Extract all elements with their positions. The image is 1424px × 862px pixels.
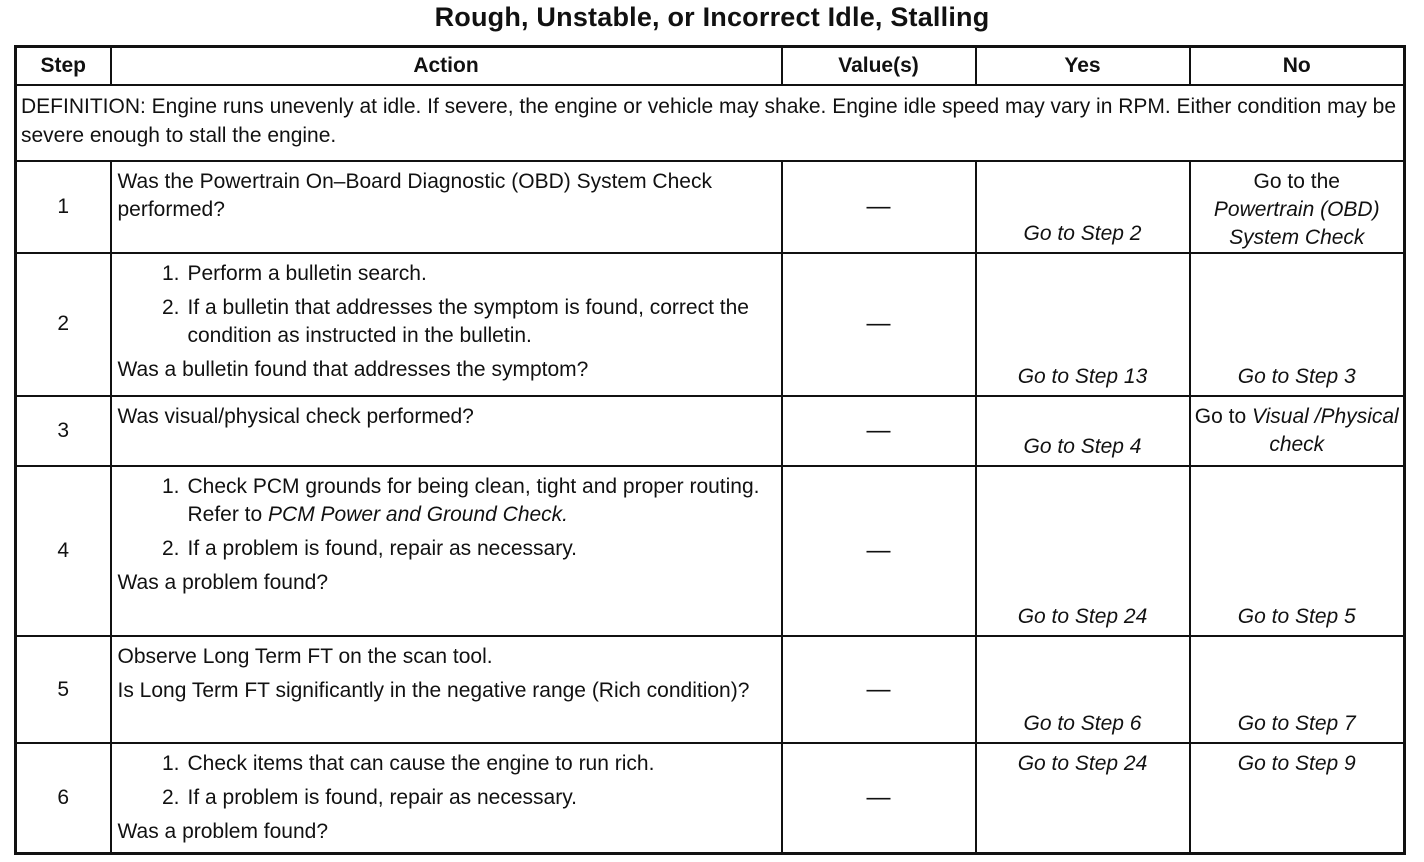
no-prefix: Go to the bbox=[1253, 170, 1340, 194]
list-item-plain-text: Check PCM grounds for being clean, tight and proper routing. Refer to bbox=[187, 474, 760, 526]
list-item-reference: PCM Power and Ground Check. bbox=[268, 502, 569, 526]
value-cell: — bbox=[782, 466, 976, 636]
list-item bbox=[118, 535, 775, 563]
header-values: Value(s) bbox=[782, 47, 976, 86]
header-yes: Yes bbox=[976, 47, 1190, 86]
header-no: No bbox=[1190, 47, 1405, 86]
list-item-text: If a problem is found, repair as necessary. bbox=[187, 786, 577, 810]
definition-row bbox=[16, 85, 1405, 161]
table-row bbox=[16, 253, 1405, 395]
action-cell bbox=[111, 161, 782, 253]
step-number: 1 bbox=[16, 161, 111, 253]
list-item bbox=[118, 784, 775, 812]
list-item-number: 1. bbox=[161, 262, 180, 286]
action-cell bbox=[111, 466, 782, 636]
action-cell bbox=[111, 636, 782, 743]
value-cell: — bbox=[782, 396, 976, 466]
list-item-number: 1. bbox=[161, 752, 180, 776]
value-cell: — bbox=[782, 253, 976, 395]
action-question: Was the Powertrain On–Board Diagnostic (OBD) System Check performed? bbox=[117, 170, 712, 222]
step-number: 3 bbox=[16, 396, 111, 466]
table-row bbox=[16, 396, 1405, 466]
no-reference: Visual /Physical check bbox=[1252, 404, 1399, 456]
action-question: Was visual/physical check performed? bbox=[117, 404, 474, 428]
table-row bbox=[16, 636, 1405, 743]
step-number: 4 bbox=[16, 466, 111, 636]
list-item-number: 1. bbox=[161, 474, 180, 498]
value-cell: — bbox=[782, 636, 976, 743]
list-item bbox=[118, 260, 775, 288]
list-item-text bbox=[188, 473, 775, 529]
no-reference: Powertrain (OBD) System Check bbox=[1213, 198, 1380, 250]
action-question: Is Long Term FT significantly in the negative range (Rich condition)? bbox=[117, 679, 750, 703]
list-item-text: If a problem is found, repair as necessary. bbox=[187, 536, 577, 560]
no-cell bbox=[1190, 396, 1405, 466]
list-item bbox=[118, 294, 775, 350]
list-item-text: Check items that can cause the engine to run rich. bbox=[187, 752, 655, 776]
action-cell bbox=[111, 396, 782, 466]
list-item-number: 2. bbox=[161, 296, 180, 320]
action-cell bbox=[111, 253, 782, 395]
step-number: 6 bbox=[16, 743, 111, 853]
value-cell: — bbox=[782, 161, 976, 253]
definition-text: DEFINITION: Engine runs unevenly at idle. If severe, the engine or vehicle may shake. Engine idle speed may vary in RPM. Either condition may be severe enough to stall the engine. bbox=[16, 85, 1405, 161]
action-question: Was a bulletin found that addresses the symptom? bbox=[117, 358, 589, 382]
yes-cell: Go to Step 4 bbox=[976, 396, 1190, 466]
action-question: Was a problem found? bbox=[117, 820, 329, 844]
list-item bbox=[118, 750, 775, 778]
action-question: Was a problem found? bbox=[117, 570, 329, 594]
header-row bbox=[16, 47, 1405, 86]
list-item-number: 2. bbox=[161, 786, 180, 810]
yes-cell: Go to Step 24 bbox=[976, 466, 1190, 636]
header-step: Step bbox=[16, 47, 111, 86]
yes-cell: Go to Step 24 bbox=[976, 743, 1190, 853]
table-row bbox=[16, 743, 1405, 853]
header-action: Action bbox=[111, 47, 782, 86]
list-item-number: 2. bbox=[161, 536, 180, 560]
no-cell: Go to Step 3 bbox=[1190, 253, 1405, 395]
step-number: 5 bbox=[16, 636, 111, 743]
list-item bbox=[118, 473, 775, 529]
yes-cell: Go to Step 6 bbox=[976, 636, 1190, 743]
no-cell: Go to Step 7 bbox=[1190, 636, 1405, 743]
action-cell bbox=[111, 743, 782, 853]
list-item-text: Perform a bulletin search. bbox=[187, 262, 427, 286]
diagnostic-table bbox=[14, 45, 1406, 855]
table-row bbox=[16, 161, 1405, 253]
no-prefix: Go to bbox=[1194, 404, 1247, 428]
no-cell: Go to Step 5 bbox=[1190, 466, 1405, 636]
table-row bbox=[16, 466, 1405, 636]
no-cell bbox=[1190, 161, 1405, 253]
action-lead: Observe Long Term FT on the scan tool. bbox=[117, 645, 493, 669]
step-number: 2 bbox=[16, 253, 111, 395]
page-title: Rough, Unstable, or Incorrect Idle, Stalling bbox=[434, 2, 990, 32]
no-cell: Go to Step 9 bbox=[1190, 743, 1405, 853]
value-cell: — bbox=[782, 743, 976, 853]
list-item-text: If a bulletin that addresses the symptom is found, correct the condition as instructed in the bulletin. bbox=[187, 296, 749, 348]
yes-cell: Go to Step 13 bbox=[976, 253, 1190, 395]
yes-cell: Go to Step 2 bbox=[976, 161, 1190, 253]
